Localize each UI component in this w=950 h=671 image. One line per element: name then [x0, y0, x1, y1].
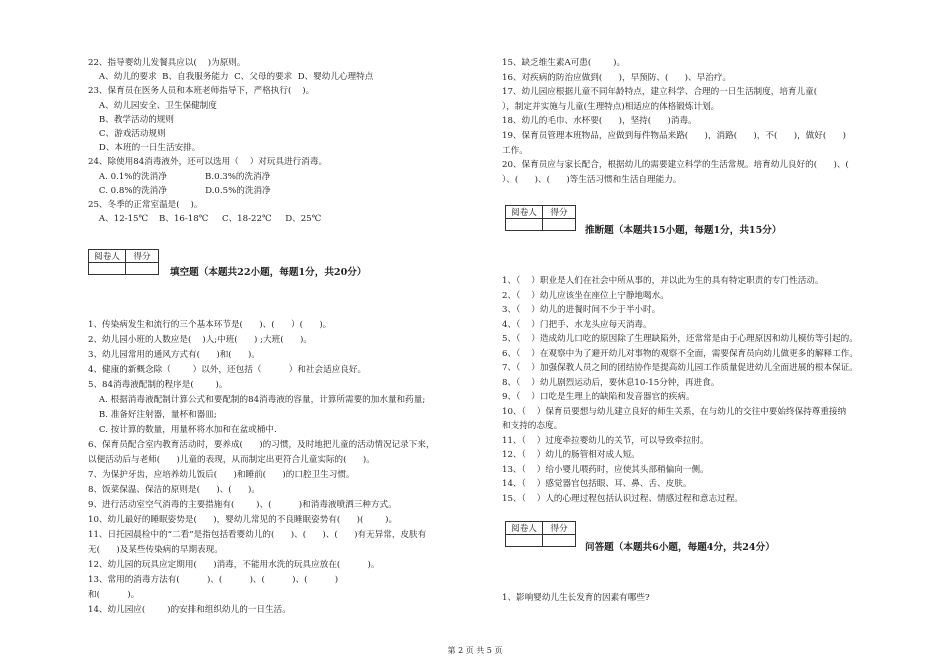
question-line: 9、进行活动室空气消毒的主要措施有( )、( )和消毒液喷洒三种方式。 — [88, 500, 397, 510]
question-line: ）、( )、( )等生活习惯和生活自理能力。 — [502, 174, 682, 185]
question-line: C、游戏活动规则 — [88, 129, 166, 139]
question-line: B、教学活动的规则 — [88, 114, 174, 125]
question-line: 14、幼儿园应( )的安排和组织幼儿的一日生活。 — [88, 605, 291, 615]
question-line: 7、（ ）加强保教人员之间的团结协作是提高幼儿园工作质量促进幼儿全面进展的根本保证。 — [502, 363, 858, 373]
question-line: 19、保育员管理本班物品，应做到每件物品来路( )，消路( )，不( )，做好( ) — [502, 131, 846, 141]
question-line: 20、保育员应与家长配合，根据幼儿的需要建立科学的生活常规。培育幼儿良好的( )、( — [502, 160, 849, 171]
grader-label: 阅卷人 — [506, 522, 543, 535]
question-line: A. 根据消毒液配制计算公式和要配制的84消毒液的容量，计算所需要的加水量和药量; — [88, 395, 426, 405]
question-line: C. 0.8%的洗消净 D.0.5%的洗消净 — [88, 185, 271, 196]
question-line: C. 按计算的数量，用量杯将水加和在盆或桶中. — [88, 425, 277, 435]
grader-label: 阅卷人 — [89, 250, 126, 263]
question-line: 10、（ ）保育员要想与幼儿建立良好的师生关系，在与幼儿的交往中要始终保持尊重接纳 — [502, 406, 847, 417]
question-line: 2、幼儿园小班的人数应是( )人;中班( ) ;大班( )。 — [88, 335, 312, 345]
question-line: 25、冬季的正常室温是( )。 — [88, 200, 203, 210]
score-cell — [543, 219, 576, 231]
question-line: 5、（ ）造成幼儿口吃的原因除了生理缺陷外，还常常是由于心理原因和幼儿模仿等引起的。 — [502, 334, 858, 344]
question-line: 13、常用的消毒方法有( )、( )、( )、( ) — [88, 575, 339, 585]
question-line: 22、指导婴幼儿发餐具应以( )为原则。 — [88, 58, 246, 68]
question-line: 6、（ ）在观察中为了避开幼儿对事物的观察不全面，需要保育员向幼儿做更多的解释工作。 — [502, 348, 858, 359]
question-line: 11、日托园晨检中的“二看”是指包括看婴幼儿的( )、( )、( )有无异常，皮肤有 — [88, 530, 427, 540]
question-line: 和( )。 — [88, 590, 140, 600]
fill-section-title: 填空题（本题共22小题，每题1分，共20分） — [170, 267, 367, 278]
question-line: A. 0.1%的洗消净 B.0.3%的洗消净 — [88, 171, 271, 182]
question-line: 2、（ ）幼儿应该坐在座位上宁静地喝水。 — [502, 290, 669, 301]
question-line: 和支持的态度。 — [502, 421, 563, 431]
score-label: 得分 — [543, 206, 576, 219]
question-line: 23、保育员在医务人员和本班老师指导下，严格执行( )。 — [88, 86, 315, 97]
question-line: A、幼儿的要求 B、自我服务能力 C、父母的要求 D、婴幼儿心理特点 — [88, 72, 374, 83]
question-line: 4、健康的新概念除（ ）以外，还包括（ ）和社会适应良好。 — [88, 365, 367, 375]
question-line: 16、对疾病的防治应做到( )，早预防、( )、早治疗。 — [502, 72, 732, 83]
question-line: 12、（ ）幼儿的肠管相对成人短。 — [502, 450, 640, 460]
question-line: 10、幼儿最好的睡眠姿势是( )，婴幼儿常见的不良睡眠姿势有( )( )。 — [88, 515, 398, 525]
question-line: 以便活动后与老师( )儿童的表现，从而制定出更符合儿童实际的( )。 — [88, 455, 375, 465]
question-line: 无( )及某些传染病的早期表现。 — [88, 545, 223, 555]
question-line: 7、为保护牙齿，应培养幼儿饭后( )和睡前( )的口腔卫生习惯。 — [88, 470, 355, 480]
question-line: A、幼儿园安全、卫生保健制度 — [88, 100, 217, 111]
grader-cell — [89, 263, 126, 275]
score-label: 得分 — [543, 522, 576, 535]
score-box-judge — [505, 205, 576, 231]
question-line: 15、缺乏维生素A可患( )。 — [502, 58, 626, 68]
question-line: 15、（ ）人的心理过程包括认识过程、情感过程和意志过程。 — [502, 493, 744, 504]
question-line: 9、（ ）口吃是生理上的缺陷和发音器官的疾病。 — [502, 392, 695, 402]
score-box-qa — [505, 521, 576, 547]
question-line: 13、（ ）给小婴儿喂药时，应使其头部稍偏向一侧。 — [502, 464, 709, 475]
question-line: 6、保育员配合室内教育活动时，要养成( )的习惯，及时地把儿童的活动情况记录下来， — [88, 440, 435, 450]
question-line: 18、幼儿的毛巾、水杯要( )，坚持( )消毒。 — [502, 116, 697, 127]
question-line: A、12-15℃ B、16-18℃ C、18-22℃ D、25℃ — [88, 214, 322, 225]
question-line: B. 准备好注射器，量杯和器皿; — [88, 410, 217, 420]
question-line: 1、传染病发生和流行的三个基本环节是( )、( ）( )。 — [88, 320, 332, 330]
question-line: 4、（ ）门把手、水龙头应每天消毒。 — [502, 319, 652, 330]
question-line: 1、影响婴幼儿生长发育的因素有哪些? — [502, 593, 650, 603]
qa-section-title: 问答题（本题共6小题，每题4分，共24分） — [585, 542, 775, 553]
question-line: 12、幼儿园的玩具应定期用( )消毒，不能用水洗的玩具应放在( )。 — [88, 560, 380, 570]
question-line: 14、（ ）感觉器官包括眼、耳、鼻、舌、皮肤。 — [502, 479, 692, 489]
grader-label: 阅卷人 — [506, 206, 543, 219]
grader-cell — [506, 535, 543, 547]
question-line: 工作。 — [502, 145, 528, 156]
question-line: 11、（ ）过度牵拉婴幼儿的关节，可以导致牵拉肘。 — [502, 435, 709, 446]
question-line: 8、饭菜保温、保洁的原则是( )、( )。 — [88, 485, 260, 495]
question-line: 5、84消毒液配制的程序是( )。 — [88, 380, 228, 390]
grader-cell — [506, 219, 543, 231]
question-line: 1、（ ）职业是人们在社会中所从事的，并以此为生的具有特定职责的专门性活动。 — [502, 276, 824, 286]
score-box-fill — [88, 249, 159, 275]
question-line: D、本班的一日生活安排。 — [88, 143, 201, 154]
score-cell — [543, 535, 576, 547]
question-line: 3、（ ）幼儿的进餐时间不少于半小时。 — [502, 305, 661, 315]
question-line: 8、（ ）幼儿剧烈运动后，要休息10-15分钟，再进食。 — [502, 377, 720, 388]
score-label: 得分 — [126, 250, 159, 263]
score-cell — [126, 263, 159, 275]
judge-section-title: 推断题（本题共15小题，每题1分，共15分） — [585, 225, 782, 236]
question-line: 24、除使用84消毒液外，还可以选用（ ）对玩具进行消毒。 — [88, 157, 328, 168]
question-line: ），制定并实施与儿童(生理特点)相适应的体格锻炼计划。 — [502, 101, 720, 112]
question-line: 3、幼儿园常用的通风方式有( )和( )。 — [88, 350, 260, 360]
page-number: 第 2 页 共 5 页 — [447, 646, 503, 655]
question-line: 17、幼儿园应根据儿童不同年龄特点，建立科学、合理的一日生活制度，培育儿童( — [502, 87, 818, 98]
